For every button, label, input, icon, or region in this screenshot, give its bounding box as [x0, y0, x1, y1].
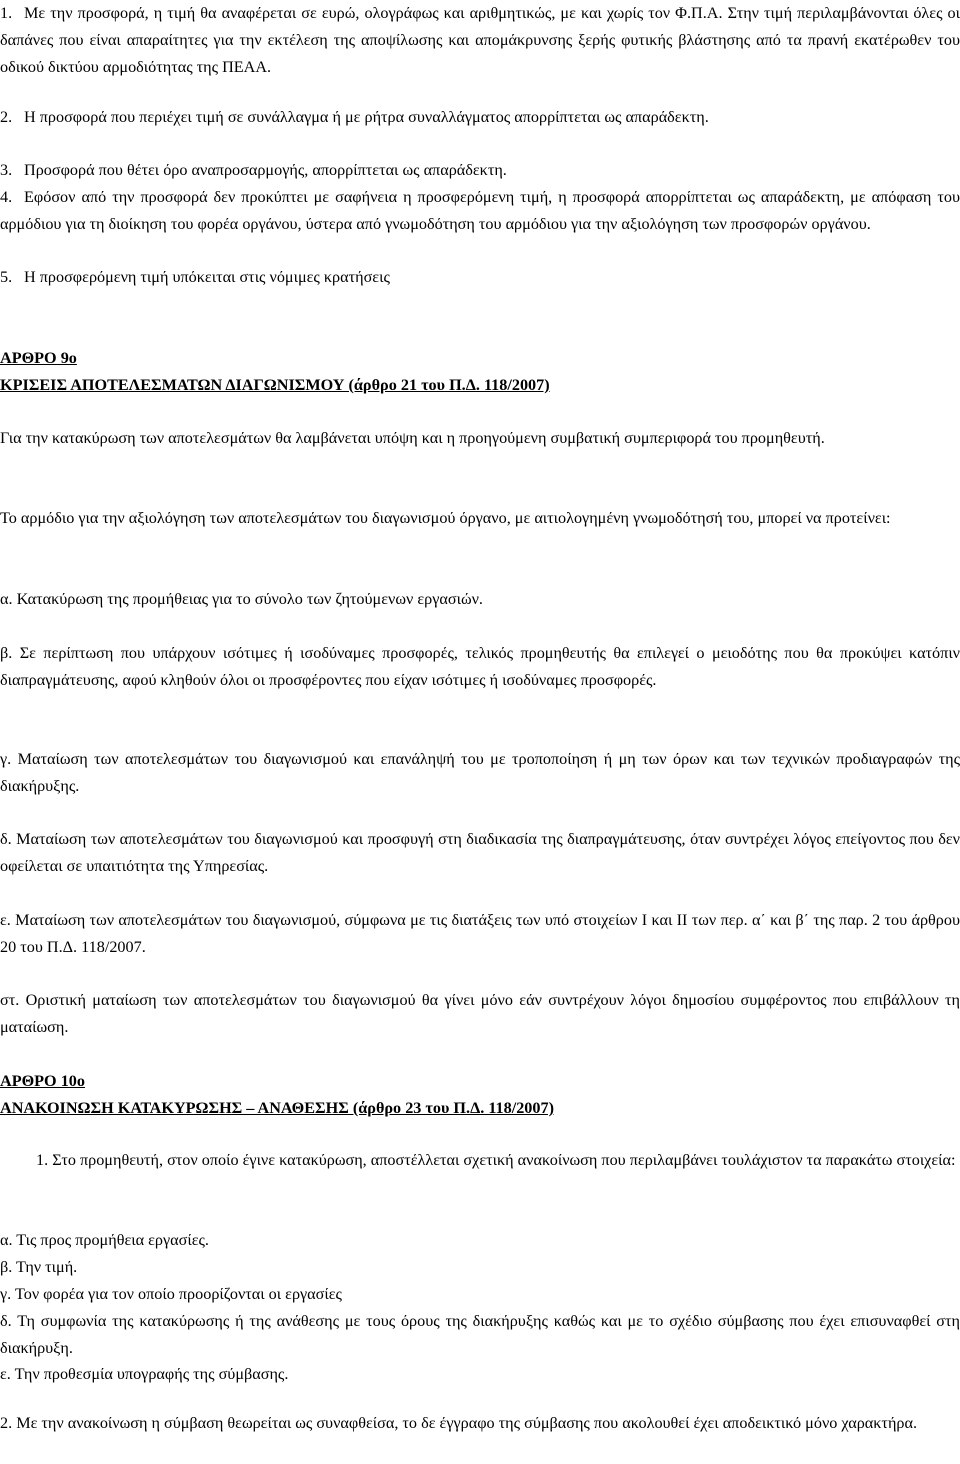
article-9-paragraph: Το αρμόδιο για την αξιολόγηση των αποτελεσμάτων του διαγωνισμού όργανο, με αιτιολογημένη γνωμοδότησή του, μπορεί να προτείνει: — [0, 509, 891, 527]
article-9-option: δ. Ματαίωση των αποτελεσμάτων του διαγωνισμού και προσφυγή στη διαδικασία της διαπραγμάτευσης, όταν συντρέχει λόγος επείγοντος που δεν οφείλεται σε υπαιτιότητα της Υπηρεσίας. — [0, 830, 960, 875]
article-9-option: β. Σε περίπτωση που υπάρχουν ισότιμες ή ισοδύναμες προσφορές, τελικός προμηθευτής θα επιλεγεί ο μειοδότης που θα προκύψει κατόπιν διαπραγμάτευσης, αφού κληθούν όλοι οι προσφέροντες που είχαν ισότιμες ή ισοδύναμες προσφορές. — [0, 644, 960, 689]
list-text: Εφόσον από την προσφορά δεν προκύπτει με σαφήνεια η προσφερόμενη τιμή, η προσφορά απορρίπτεται ως απαράδεκτη, με απόφαση του αρμόδιου για τη διοίκηση του φορέα οργάνου, ύστερα από γνωμοδότηση του αρμόδιου για την αξιολόγηση των προσφορών οργάνου. — [0, 188, 960, 233]
article-10-paragraph: 2. Με την ανακοίνωση η σύμβαση θεωρείται ως συναφθείσα, το δε έγγραφο της σύμβασης που ακολουθεί έχει αποδεικτικό μόνο χαρακτήρα. — [0, 1414, 918, 1432]
list-text: Προσφορά που θέτει όρο αναπροσαρμογής, απορρίπτεται ως απαράδεκτη. — [24, 161, 507, 179]
article-9-option: α. Κατακύρωση της προμήθειας για το σύνολο των ζητούμενων εργασιών. — [0, 590, 483, 608]
article-9-option: στ. Οριστική ματαίωση των αποτελεσμάτων του διαγωνισμού θα γίνει μόνο εάν συντρέχουν λόγοι δημοσίου συμφέροντος που επιβάλλουν τη ματαίωση. — [0, 991, 960, 1036]
list-item — [0, 184, 960, 238]
article-10-paragraph: 1. Στο προμηθευτή, στον οποίο έγινε κατακύρωση, αποστέλλεται σχετική ανακοίνωση που περιλαμβάνει τουλάχιστον τα παρακάτω στοιχεία: — [36, 1151, 956, 1169]
article-9-option: γ. Ματαίωση των αποτελεσμάτων του διαγωνισμού και επανάληψή του με τροποποίηση ή μη των όρων και των τεχνικών προδιαγραφών της διακήρυξης. — [0, 750, 960, 795]
list-number: 3. — [0, 161, 13, 179]
article-9-title: ΚΡΙΣΕΙΣ ΑΠΟΤΕΛΕΣΜΑΤΩΝ ΔΙΑΓΩΝΙΣΜΟΥ (άρθρο 21 του Π.Δ. 118/2007) — [0, 376, 550, 394]
list-number: 4. — [0, 188, 13, 206]
article-10-list-item: α. Τις προς προμήθεια εργασίες. — [0, 1231, 209, 1249]
article-10-list-item: β. Την τιμή. — [0, 1258, 78, 1276]
list-text: Η προσφερόμενη τιμή υπόκειται στις νόμιμες κρατήσεις — [24, 268, 390, 286]
article-10-number: ΑΡΘΡΟ 10ο — [0, 1072, 85, 1090]
list-number: 1. — [0, 4, 13, 22]
article-10-list-item: γ. Τον φορέα για τον οποίο προορίζονται οι εργασίες — [0, 1285, 342, 1303]
article-10-title: ΑΝΑΚΟΙΝΩΣΗ ΚΑΤΑΚΥΡΩΣΗΣ – ΑΝΑΘΕΣΗΣ (άρθρο 23 του Π.Δ. 118/2007) — [0, 1099, 554, 1117]
list-number: 5. — [0, 268, 13, 286]
list-item — [0, 104, 960, 131]
article-10-list-item: δ. Τη συμφωνία της κατακύρωσης ή της ανάθεσης με τους όρους της διακήρυξης καθώς και με το σχέδιο σύμβασης που έχει επισυναφθεί στη διακήρυξη. — [0, 1312, 960, 1357]
article-9-number: ΑΡΘΡΟ 9ο — [0, 349, 77, 367]
list-item — [0, 157, 960, 184]
list-item — [0, 0, 960, 81]
list-text: Η προσφορά που περιέχει τιμή σε συνάλλαγμα ή με ρήτρα συναλλάγματος απορρίπτεται ως απαράδεκτη. — [24, 108, 709, 126]
list-item — [0, 264, 960, 291]
list-number: 2. — [0, 108, 13, 126]
article-9-paragraph: Για την κατακύρωση των αποτελεσμάτων θα λαμβάνεται υπόψη και η προηγούμενη συμβατική συμπεριφορά του προμηθευτή. — [0, 429, 825, 447]
list-text: Με την προσφορά, η τιμή θα αναφέρεται σε ευρώ, ολογράφως και αριθμητικώς, με και χωρίς τον Φ.Π.Α. Στην τιμή περιλαμβάνονται όλες οι δαπάνες που είναι απαραίτητες για την εκτέλεση της αποψίλωσης και απομάκρυνσης ξερής φυτικής βλάστησης από τα πρανή εκατέρωθεν του οδικού δικτύου αρμοδιότητας της ΠΕΑΑ. — [0, 4, 960, 76]
article-10-list-item: ε. Την προθεσμία υπογραφής της σύμβασης. — [0, 1365, 289, 1383]
article-9-option: ε. Ματαίωση των αποτελεσμάτων του διαγωνισμού, σύμφωνα με τις διατάξεις των υπό στοιχείων Ι και ΙΙ των περ. α΄ και β΄ της παρ. 2 του άρθρου 20 του Π.Δ. 118/2007. — [0, 911, 960, 956]
